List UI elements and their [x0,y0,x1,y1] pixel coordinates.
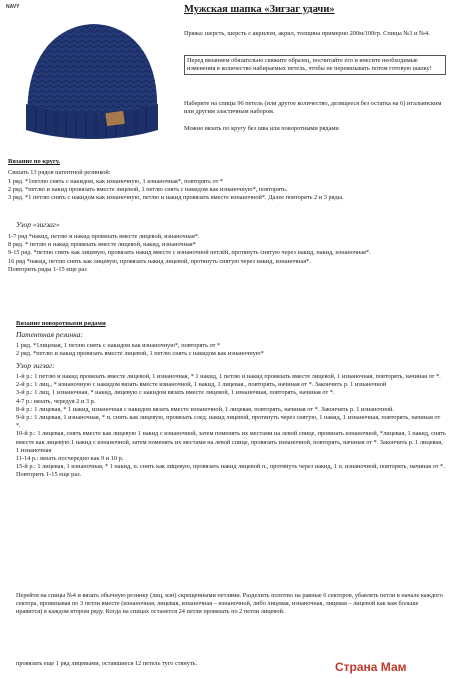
zigzag-row: 8-й р.: 1 лицевая, * 1 накид, изнаночная с накидом вязать вместе изнаночной, 1 лицевая, повторять, начиная от *. Закончить р. 1 изнаночной. [16,405,394,413]
round-heading: Вязание по кругу. [8,158,61,165]
yarn-text: Пряжа: шерсть, шерсть с акрилом, акрил, толщина примерно 200м/100гр. Спицы №3 и №4. [184,30,430,37]
round-row: 2 ряд. *петлю и накид провязать вместе лицевой, 1 петлю снять с накидом как изнаночную*, повторять. [8,186,288,194]
zigzag-row: 4-7 р.: вязать, чередуя 2 и 3 р. [16,397,96,405]
round-row-list [8,178,448,203]
color-label: NAVY [6,4,20,10]
round-zigzag-heading: Узор «зигзаг» [16,220,60,229]
zigzag-row: 8 ряд. * петлю и накид провязать вместе лицевой, накид, изнаночная* [8,241,196,249]
zigzag-row: Повторить 1-15 еще раз. [16,471,82,479]
turn-patent-list [16,342,446,358]
round-row: 1 ряд. *1петлю снять с накидом, как изнаночную, 1 изнаночная*, повторять от * [8,178,224,185]
gauge-note: Перед вязанием обязательно свяжите образец, посчитайте его и внесите необходимые изменения в количество набираемых петель, чтобы не перевязывать потом готовую шапку! [184,55,446,75]
turn-zigzag-heading: Узор зигзаг: [16,361,55,370]
zigzag-row: 16 ряд *накид, петлю снять как лицевую, провязать накид лицевой, протянуть снятую через накид, изнаночная*. [8,257,311,265]
turn-zigzag-list [16,373,446,480]
round-intro: Связать 13 рядов патентной резинкой: [8,169,111,176]
cast-on-text: Наберите на спицы 96 петель (или другое количество, делящееся без остатка на 6) итальянским или другим эластичным набором. [184,100,442,116]
round-row: 3 ряд. *1 петлю снять с накидом как изнаночную, петлю и накид провязать вместе изнаночной*. Далее повторять 2 и 3 ряды. [8,194,344,202]
zigzag-row: 1-7 ряд *накид, петлю и накид провязать вместе лицевой, изнаночная*. [8,233,200,240]
turn-heading: Вязание поворотными рядами [16,320,106,327]
zigzag-row: 15-й р.: 1 лицевая, 1 изнаночная, * 1 накид, п. снять как лицевую, провязать накид лицевой п., протянуть через накид, 1 п. изнаночной, повторять, начиная от *. [16,463,445,471]
zigzag-row: Повторить ряды 1-15 еще раз [8,265,87,273]
round-option-text: Можно вязать по кругу без шва или поворотными рядами [184,125,339,132]
finishing-text: Перейти на спицы №4 и вязать обычную резинку (лиц, изн) скрещенными петлями. Разделить полотно на равные 6 секторов, убавлять петли в начале каждого сектора, провязывая по 3 петли вместе (изнаночная, лицевая, изнаночная – изнаночной, либо лицевая, изнаночная, лицевая – лицевой как вам больше нравится) в каждом втором ряду. Когда на спицах останется 24 петли провязать по 2 петли лицевой. [16,592,443,616]
patent-row: 1 ряд. *1лицевая, 1 петлю снять с накидом как изнаночную*, повторять от * [16,342,221,349]
round-zigzag-list [8,233,448,274]
site-watermark: Страна Мам [335,660,407,674]
zigzag-row: 9-й р.: 1 лицевая, 1 изнаночная, * п. снять как лицевую, провязать след. накид лицевой, протянуть через снятую, 1 накид, 1 изнаночная, повторять, начиная от *. [16,414,441,430]
zigzag-row: 10-й р.: 1 лицевая, снять вместе как лицевую 1 накид с изнаночной, затем поменять их местами на левой спице, провязать изнаночной, *лицевая, 1 накид, снять вместе как лицевую 1 накид с изнаночной, затем поменять их местами на левой спице, провязать изнаночной, повторять, начиная от *. Закончить р. 1 лицевая, 1 изнаночная [16,430,446,454]
zigzag-row: 11-14 р.: вязать посчередно как 9 и 10 р. [16,455,124,463]
patent-row: 2 ряд. *петлю и накид провязать вместе лицевой, 1 петлю снять с накидом как изнаночную* [16,350,264,358]
zigzag-row: 1-й р.: 1 петлю и накид провязать вместе лицевой, 1 изнаночная, * 1 накид, 1 петлю и накид провязать вместе лицевой, 1 изнаночная, повторять, начиная от *. [16,373,441,380]
page-title: Мужская шапка «Зигзаг удачи» [184,4,335,15]
turn-patent-heading: Патентная резинка: [16,330,83,339]
hat-photo [6,4,176,144]
last-row-text: провязать еще 1 ряд лицевыми, оставшиеся 12 петель туго стянуть. [16,660,198,667]
zigzag-row: 2-й р.: 1 лиц., * изнаночную с накидом вязать вместе изнаночной, 1 накид, 1 лицевая., повторять, начиная от *. Закончить р. 1 изнаночной [16,381,387,389]
zigzag-row: 9-15 ряд. *петлю снять как лицевую, провязать накид вместе с изнаночной петлёй, протянуть снятую через накид, накид, изнаночная*. [8,249,371,257]
zigzag-row: 3-й р.: 1 лиц, 1 изнаночная, * накид, лицевую с накидом вязать вместе лицевой, 1 изнаночная, повторять, начиная от *. [16,389,335,397]
